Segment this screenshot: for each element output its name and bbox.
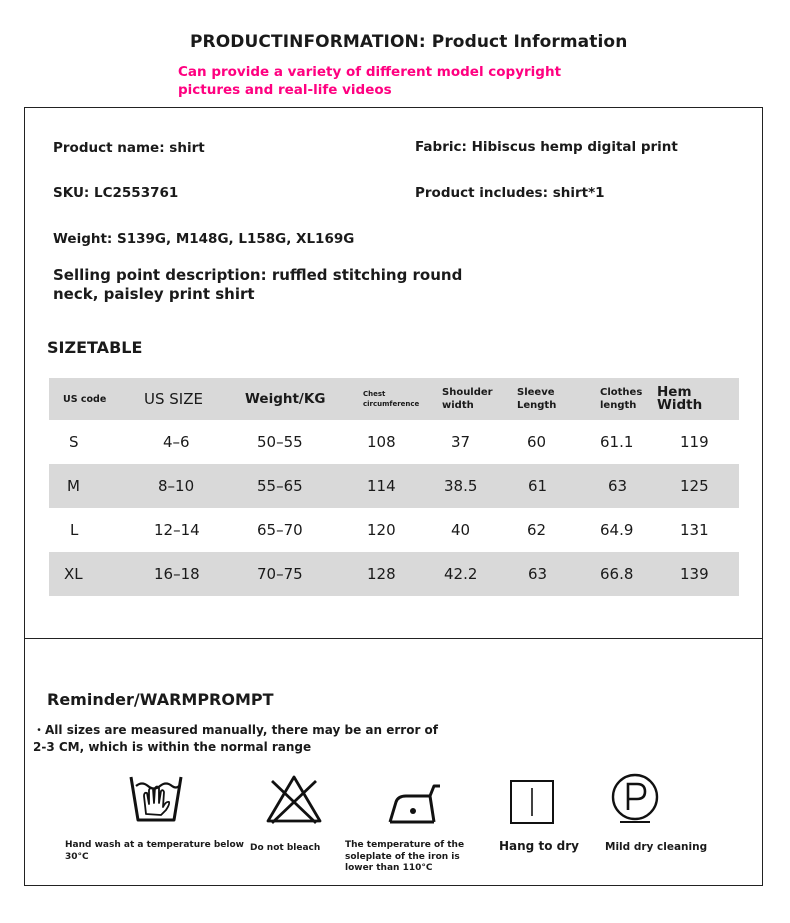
reminder-title: Reminder/WARMPROMPT xyxy=(47,690,274,709)
do-not-bleach-label: Do not bleach xyxy=(250,843,321,853)
header-weight: Weight/KG xyxy=(245,390,326,407)
size-row-xl xyxy=(49,552,739,596)
header-us-size: US SIZE xyxy=(144,389,203,408)
product-sku: SKU: LC2553761 xyxy=(53,185,179,201)
hand-wash-label: Hand wash at a temperature below 30°C xyxy=(65,840,244,862)
size-table-title: SIZETABLE xyxy=(47,338,143,357)
mild-dry-cleaning-icon xyxy=(610,772,660,824)
header-sleeve: Sleeve Length xyxy=(517,387,557,411)
cell-us-size: 16–18 xyxy=(154,565,200,583)
cell-weight: 50–55 xyxy=(257,433,303,451)
copyright-note: Can provide a variety of different model copyright pictures and real-life videos xyxy=(178,64,562,98)
cell-shoulder: 42.2 xyxy=(444,565,478,583)
size-row-m xyxy=(49,464,739,508)
hang-to-dry-label: Hang to dry xyxy=(499,839,579,853)
cell-chest: 108 xyxy=(367,433,396,451)
cell-clothes-length: 66.8 xyxy=(600,565,634,583)
product-weight: Weight: S139G, M148G, L158G, XL169G xyxy=(53,231,355,247)
cell-sleeve: 63 xyxy=(528,565,548,583)
cell-us-code: XL xyxy=(64,565,83,583)
size-table-header xyxy=(49,378,739,420)
header-us-code: US code xyxy=(63,393,107,405)
cell-clothes-length: 64.9 xyxy=(600,521,634,539)
hand-wash-icon xyxy=(128,774,184,824)
cell-chest: 114 xyxy=(367,477,396,495)
cell-weight: 65–70 xyxy=(257,521,303,539)
header-shoulder: Shoulder width xyxy=(442,387,493,411)
header-hem-width: Hem Width xyxy=(657,384,703,413)
selling-point: Selling point description: ruffled stitching round neck, paisley print shirt xyxy=(53,266,463,303)
header-clothes-length: Clothes length xyxy=(600,387,643,411)
cell-sleeve: 61 xyxy=(528,477,548,495)
cell-weight: 70–75 xyxy=(257,565,303,583)
cell-hem-width: 125 xyxy=(680,477,709,495)
cell-sleeve: 62 xyxy=(527,521,547,539)
hang-to-dry-icon xyxy=(509,779,555,825)
cell-hem-width: 119 xyxy=(680,433,709,451)
do-not-bleach-icon xyxy=(265,773,323,825)
cell-clothes-length: 61.1 xyxy=(600,433,634,451)
cell-shoulder: 38.5 xyxy=(444,477,478,495)
cell-us-size: 8–10 xyxy=(158,477,195,495)
cell-weight: 55–65 xyxy=(257,477,303,495)
product-includes: Product includes: shirt*1 xyxy=(415,185,605,201)
section-divider xyxy=(24,638,763,639)
reminder-text: ・All sizes are measured manually, there may be an error of 2-3 CM, which is within the normal range xyxy=(33,723,439,754)
cell-hem-width: 131 xyxy=(680,521,709,539)
cell-shoulder: 37 xyxy=(451,433,471,451)
iron-low-temperature-icon xyxy=(386,780,442,826)
cell-us-size: 4–6 xyxy=(163,433,190,451)
cell-us-code: S xyxy=(69,433,79,451)
size-table xyxy=(49,378,739,596)
product-name: Product name: shirt xyxy=(53,140,205,156)
iron-low-temperature-label: The temperature of the soleplate of the iron is lower than 110°C xyxy=(345,840,465,873)
cell-clothes-length: 63 xyxy=(608,477,628,495)
header-chest: Chest circumference xyxy=(363,390,420,408)
mild-dry-cleaning-label: Mild dry cleaning xyxy=(605,841,708,853)
cell-us-code: L xyxy=(70,521,79,539)
cell-us-code: M xyxy=(67,477,80,495)
page-title: PRODUCTINFORMATION: Product Information xyxy=(190,32,628,52)
cell-hem-width: 139 xyxy=(680,565,709,583)
cell-chest: 120 xyxy=(367,521,396,539)
size-row-l xyxy=(49,508,739,552)
cell-shoulder: 40 xyxy=(451,521,471,539)
cell-chest: 128 xyxy=(367,565,396,583)
cell-sleeve: 60 xyxy=(527,433,547,451)
size-row-s xyxy=(49,420,739,464)
product-fabric: Fabric: Hibiscus hemp digital print xyxy=(415,139,678,155)
cell-us-size: 12–14 xyxy=(154,521,200,539)
